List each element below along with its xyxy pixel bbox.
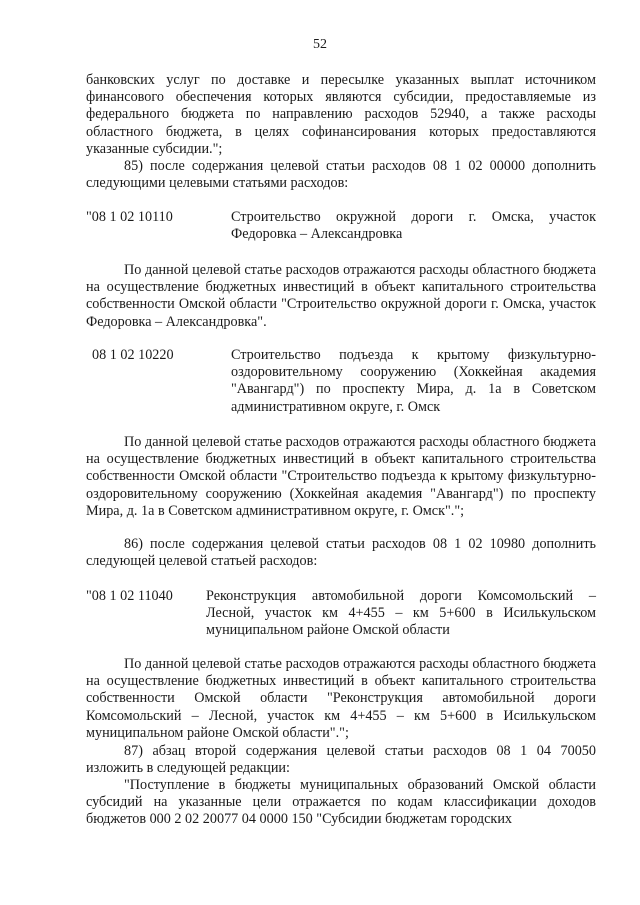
- budget-description: Реконструкция автомобильной дороги Комсомольский – Лесной, участок км 4+455 – км 5+600 в Исилькульском муниципальном районе Омской области: [206, 588, 596, 639]
- paragraph-continuation: банковских услуг по доставке и пересылке указанных выплат источником финансового обеспечения которых являются субсидии, предоставляемые из федерального бюджета по направлению расходов 52940, а также расходы областного бюджета, в целях софинансирования которых предоставляются указанные субсидии.";: [86, 72, 596, 157]
- budget-code: 08 1 02 10220: [92, 347, 174, 363]
- paragraph-quoted-text: "Поступление в бюджеты муниципальных образований Омской области субсидий на указанные цели отражается по кодам классификации доходов бюджетов 000 2 02 20077 04 0000 150 "Субсидии бюджетам городских: [86, 777, 596, 828]
- budget-code: "08 1 02 10110: [86, 209, 173, 225]
- budget-entry-08-1-02-10220: [86, 347, 596, 415]
- budget-description: Строительство окружной дороги г. Омска, участок Федоровка – Александровка: [231, 209, 596, 243]
- budget-code: "08 1 02 11040: [86, 588, 173, 604]
- paragraph-item-86: 86) после содержания целевой статьи расходов 08 1 02 10980 дополнить следующей целевой статьей расходов:: [86, 536, 596, 570]
- budget-entry-08-1-02-10110: [86, 209, 596, 243]
- budget-entry-08-1-02-11040: [86, 588, 596, 639]
- paragraph-description-10110: По данной целевой статье расходов отражаются расходы областного бюджета на осуществление бюджетных инвестиций в объект капитального строительства собственности Омской области "Строительство окружной дороги г. Омска, участок Федоровка – Александровка".: [86, 262, 596, 330]
- paragraph-description-11040: По данной целевой статье расходов отражаются расходы областного бюджета на осуществление бюджетных инвестиций в объект капитального строительства собственности Омской области "Реконструкция автомобильной дороги Комсомольский – Лесной, участок км 4+455 – км 5+600 в Исилькульском муниципальном районе Омской области".";: [86, 656, 596, 741]
- paragraph-item-85: 85) после содержания целевой статьи расходов 08 1 02 00000 дополнить следующими целевыми статьями расходов:: [86, 158, 596, 192]
- paragraph-item-87: 87) абзац второй содержания целевой статьи расходов 08 1 04 70050 изложить в следующей редакции:: [86, 743, 596, 777]
- budget-description: Строительство подъезда к крытому физкультурно-оздоровительному сооружению (Хоккейная академия "Авангард") по проспекту Мира, д. 1а в Советском административном округе, г. Омск: [231, 347, 596, 415]
- paragraph-description-10220: По данной целевой статье расходов отражаются расходы областного бюджета на осуществление бюджетных инвестиций в объект капитального строительства собственности Омской области "Строительство подъезда к крытому физкультурно-оздоровительному сооружению (Хоккейная академия "Авангард") по проспекту Мира, д. 1а в Советском административном округе, г. Омск".";: [86, 434, 596, 519]
- page-number: 52: [313, 37, 327, 52]
